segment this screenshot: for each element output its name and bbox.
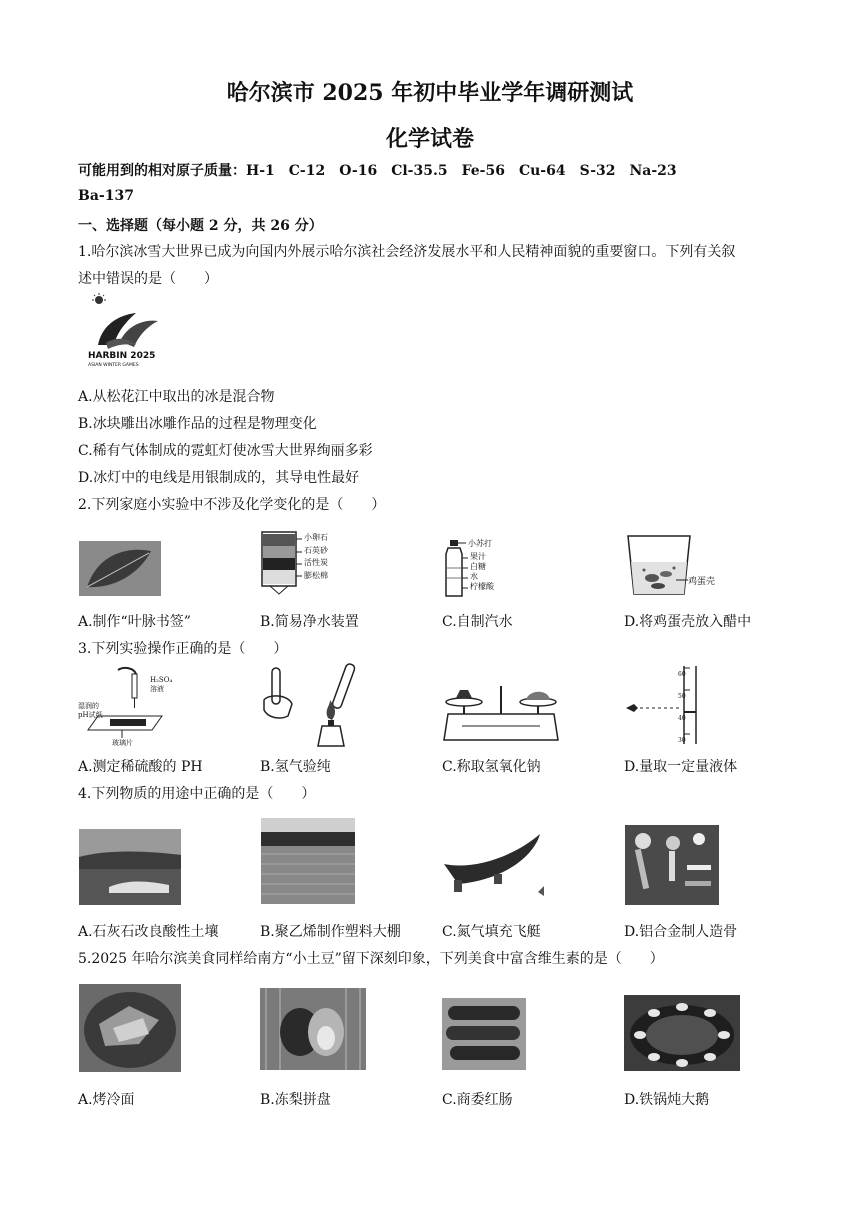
soda-label-baking-soda: 小苏打 bbox=[468, 539, 492, 548]
ph-reagent-label-2: 溶液 bbox=[150, 685, 164, 693]
test-tube-flame-icon bbox=[258, 660, 358, 750]
q2-option-d: D.将鸡蛋壳放入醋中 bbox=[624, 614, 752, 630]
q5-option-b: B.冻梨拼盘 bbox=[260, 1092, 331, 1108]
section-heading: 一、选择题（每小题 2 分，共 26 分） bbox=[78, 218, 323, 234]
harbin-2025-logo bbox=[84, 293, 166, 373]
red-sausage-photo bbox=[442, 998, 526, 1070]
ph-paper-label: 湿润的 bbox=[78, 702, 99, 710]
filter-label-cotton: 膨松棉 bbox=[304, 570, 328, 580]
q5-option-a: A.烤冷面 bbox=[78, 1092, 135, 1108]
iron-pot-goose-photo bbox=[624, 995, 740, 1071]
question-3-stem: 3.下列实验操作正确的是（ ） bbox=[78, 641, 288, 657]
filter-label-carbon: 活性炭 bbox=[304, 558, 328, 567]
limestone-soil-photo bbox=[79, 829, 181, 905]
aluminum-alloy-bone-photo bbox=[625, 825, 719, 905]
soda-label-water: 水 bbox=[470, 572, 478, 581]
question-2-stem: 2.下列家庭小实验中不涉及化学变化的是（ ） bbox=[78, 497, 386, 513]
soda-label-citric-acid: 柠檬酸 bbox=[470, 582, 494, 591]
stew-pot-icon bbox=[624, 995, 740, 1071]
q3-option-a: A.测定稀硫酸的 PH bbox=[78, 759, 203, 775]
plastic-greenhouse-photo bbox=[261, 818, 355, 904]
q4-option-b: B.聚乙烯制作塑料大棚 bbox=[260, 924, 401, 940]
q3-option-d: D.量取一定量液体 bbox=[624, 759, 738, 775]
atomic-mass-line: 可能用到的相对原子质量：H-1 C-12 O-16 Cl-35.5 Fe-56 Cu-64 S-32 Na-23 bbox=[78, 163, 677, 179]
hydrogen-purity-diagram bbox=[258, 660, 358, 750]
frozen-pear-icon bbox=[260, 988, 366, 1070]
cylinder-tick-40: 40 bbox=[678, 715, 686, 722]
atomic-mass-line-2: Ba-137 bbox=[78, 188, 134, 204]
balance-scale-icon bbox=[442, 678, 562, 750]
grilled-cold-noodles-photo bbox=[79, 984, 181, 1072]
balance-diagram bbox=[442, 678, 562, 750]
exam-subtitle: 化学试卷 bbox=[385, 126, 474, 152]
soda-bottle-diagram bbox=[440, 538, 540, 600]
q1-option-a: A.从松花江中取出的冰是混合物 bbox=[78, 389, 275, 405]
leaf-vein-photo bbox=[79, 541, 161, 596]
graduated-cylinder-diagram bbox=[620, 664, 720, 750]
q1-option-d: D.冰灯中的电线是用银制成的，其导电性最好 bbox=[78, 470, 360, 486]
q3-option-b: B.氢气验纯 bbox=[260, 759, 331, 775]
noodles-dish-icon bbox=[79, 984, 181, 1072]
q4-option-a: A.石灰石改良酸性土壤 bbox=[78, 924, 219, 940]
exam-title: 哈尔滨市 2025 年初中毕业学年调研测试 bbox=[226, 80, 634, 106]
airship-icon bbox=[442, 830, 546, 904]
soda-label-juice: 果汁 bbox=[470, 552, 486, 561]
q4-option-c: C.氮气填充飞艇 bbox=[442, 924, 541, 940]
cylinder-tick-50: 50 bbox=[678, 693, 686, 700]
artificial-bone-icon bbox=[625, 825, 719, 905]
q2-option-a: A.制作“叶脉书签” bbox=[78, 614, 191, 630]
q2-option-b: B.简易净水装置 bbox=[260, 614, 359, 630]
filter-label-pebble: 小卵石 bbox=[304, 533, 328, 542]
question-1-stem: 1.哈尔滨冰雪大世界已成为向国内外展示哈尔滨社会经济发展水平和人民精神面貌的重要窗口。下列有关叙 bbox=[78, 244, 736, 260]
sausage-icon bbox=[442, 998, 526, 1070]
question-1-stem-cont: 述中错误的是（ ） bbox=[78, 271, 218, 287]
cylinder-eye-icon bbox=[620, 664, 720, 750]
greenhouse-icon bbox=[261, 818, 355, 904]
leaf-icon bbox=[79, 541, 161, 596]
q3-option-c: C.称取氢氧化钠 bbox=[442, 759, 541, 775]
frozen-pear-platter-photo bbox=[260, 988, 366, 1070]
beaker-icon bbox=[624, 532, 744, 600]
question-4-stem: 4.下列物质的用途中正确的是（ ） bbox=[78, 786, 316, 802]
filter-label-sand: 石英砂 bbox=[304, 545, 328, 555]
field-landscape-icon bbox=[79, 829, 181, 905]
cylinder-tick-30: 30 bbox=[678, 737, 686, 744]
ph-glass-label: 玻璃片 bbox=[112, 739, 133, 747]
q5-option-c: C.商委红肠 bbox=[442, 1092, 513, 1108]
q1-option-b: B.冰块雕出冰雕作品的过程是物理变化 bbox=[78, 416, 317, 432]
ph-paper-label-2: pH试纸 bbox=[78, 711, 103, 719]
cylinder-tick-60: 60 bbox=[678, 671, 686, 678]
q4-option-d: D.铝合金制人造骨 bbox=[624, 924, 738, 940]
q2-option-c: C.自制汽水 bbox=[442, 614, 513, 630]
logo-subtext: ASIAN WINTER GAMES bbox=[88, 363, 139, 368]
q1-option-c: C.稀有气体制成的霓虹灯使冰雪大世界绚丽多彩 bbox=[78, 443, 373, 459]
q5-option-d: D.铁锅炖大鹅 bbox=[624, 1092, 710, 1108]
eggshell-vinegar-diagram bbox=[624, 532, 744, 600]
eggshell-label: 鸡蛋壳 bbox=[688, 577, 716, 587]
ph-test-diagram bbox=[78, 664, 188, 748]
question-5-stem: 5.2025 年哈尔滨美食同样给南方“小土豆”留下深刻印象，下列美食中富含维生素的是（ ） bbox=[78, 951, 664, 967]
airship-photo bbox=[442, 830, 546, 904]
soda-label-sugar: 白糖 bbox=[470, 562, 486, 571]
water-filter-diagram bbox=[260, 530, 360, 598]
ph-reagent-label: H₂SO₄ bbox=[150, 676, 173, 684]
harbin-logo-graphic bbox=[84, 293, 166, 373]
logo-text: HARBIN 2025 bbox=[88, 351, 156, 361]
